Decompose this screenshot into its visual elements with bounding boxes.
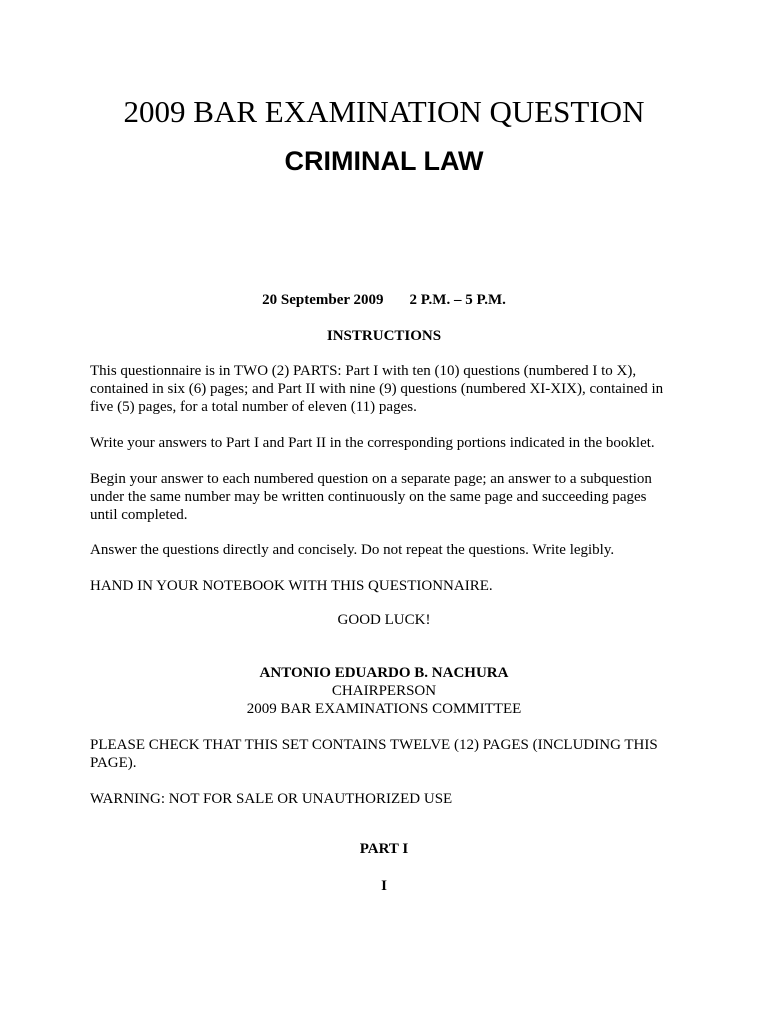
text-line: PAGE). xyxy=(90,755,137,771)
subject-title: CRIMINAL LAW xyxy=(284,146,484,176)
instructions-paragraph-hand-in: HAND IN YOUR NOTEBOOK WITH THIS QUESTIONNAIRE. xyxy=(90,578,493,594)
text-line: This questionnaire is in TWO (2) PARTS: Part I with ten (10) questions (numbered I to X), xyxy=(90,363,637,379)
exam-time: 2 P.M. – 5 P.M. xyxy=(409,292,506,308)
instructions-paragraph-parts xyxy=(90,362,690,416)
instructions-heading: INSTRUCTIONS xyxy=(326,328,442,344)
text-line: until completed. xyxy=(90,507,188,523)
text-line: under the same number may be written continuously on the same page and succeeding pages xyxy=(90,489,647,505)
text-line: contained in six (6) pages; and Part II with nine (9) questions (numbered XI-XIX), contained in xyxy=(90,381,664,397)
exam-schedule xyxy=(0,291,768,309)
text-line: five (5) pages, for a total number of eleven (11) pages. xyxy=(90,399,417,415)
instructions-paragraph-concise: Answer the questions directly and concisely. Do not repeat the questions. Write legibly. xyxy=(90,542,615,558)
instructions-paragraph-answers: Write your answers to Part I and Part II in the corresponding portions indicated in the booklet. xyxy=(90,435,655,451)
page-check-notice xyxy=(90,736,690,772)
text-line: PLEASE CHECK THAT THIS SET CONTAINS TWELVE (12) PAGES (INCLUDING THIS xyxy=(90,737,658,753)
warning-notice: WARNING: NOT FOR SALE OR UNAUTHORIZED USE xyxy=(90,791,453,807)
good-luck-text: GOOD LUCK! xyxy=(337,612,431,628)
signatory-name: ANTONIO EDUARDO B. NACHURA xyxy=(259,665,509,681)
signatory-title: CHAIRPERSON xyxy=(331,683,437,699)
question-number: I xyxy=(381,878,387,894)
page-title: 2009 BAR EXAMINATION QUESTION xyxy=(123,94,645,129)
part-heading: PART I xyxy=(359,841,409,857)
exam-date: 20 September 2009 xyxy=(262,292,384,308)
signatory-committee: 2009 BAR EXAMINATIONS COMMITTEE xyxy=(246,701,522,717)
instructions-paragraph-pages xyxy=(90,470,690,524)
text-line: Begin your answer to each numbered question on a separate page; an answer to a subquestion xyxy=(90,471,652,487)
